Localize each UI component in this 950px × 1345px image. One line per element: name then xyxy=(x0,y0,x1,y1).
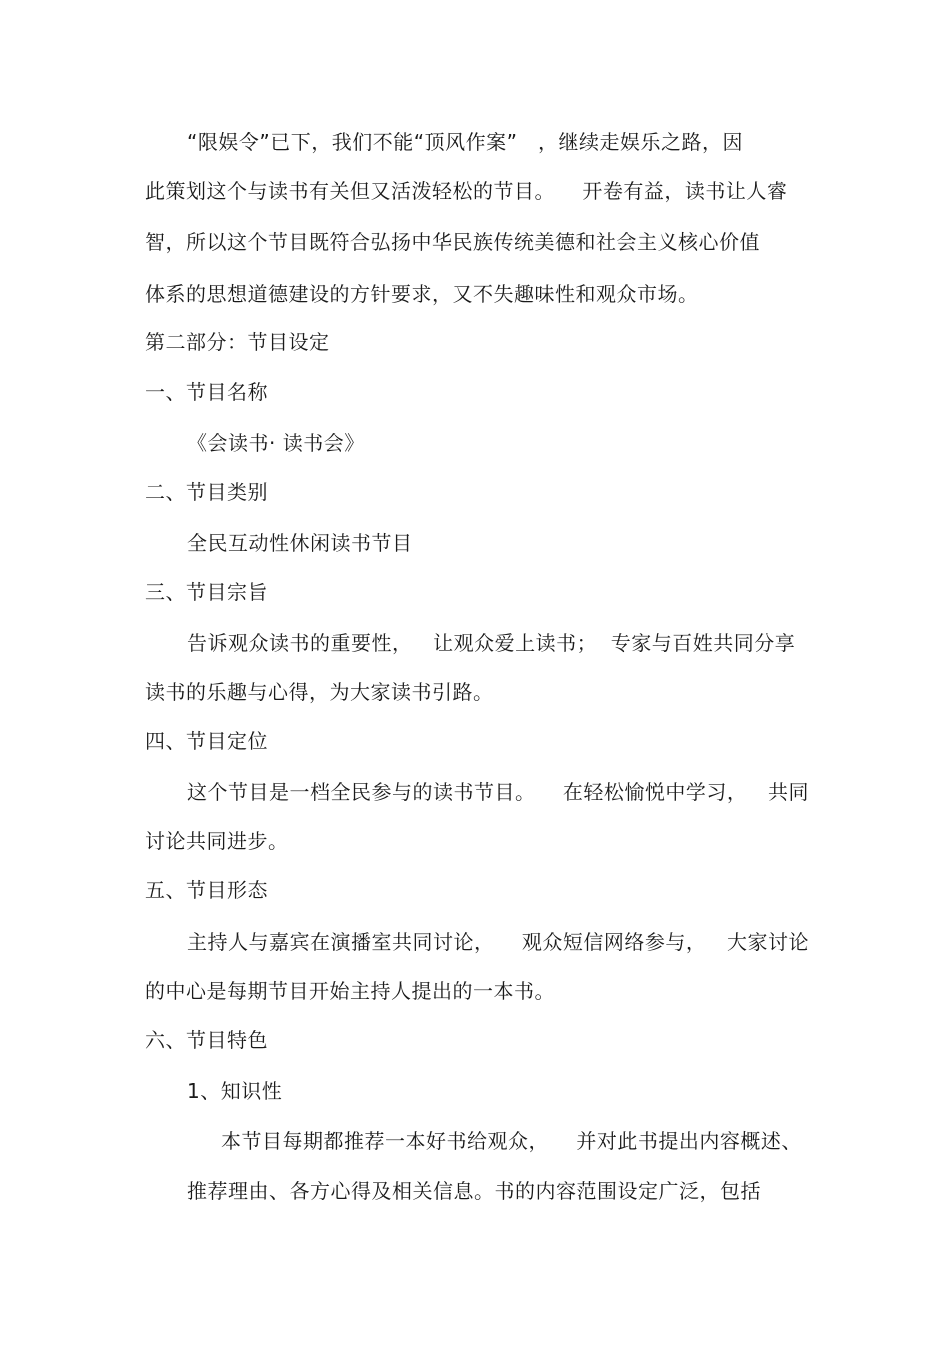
paragraph-line: “限娱令”已下，我们不能“顶风作案” ，继续走娱乐之路，因 xyxy=(187,130,744,154)
paragraph-line: 本节目每期都推荐一本好书给观众， 并对此书提出内容概述、 xyxy=(221,1129,802,1153)
paragraph-line: 推荐理由、各方心得及相关信息。书的内容范围设定广泛，包括 xyxy=(187,1179,761,1203)
program-name: 《会读书· 读书会》 xyxy=(187,431,365,455)
paragraph-line: 全民互动性休闲读书节目 xyxy=(187,531,413,555)
paragraph-line: 读书的乐趣与心得，为大家读书引路。 xyxy=(145,680,494,704)
subsection-heading: 一、节目名称 xyxy=(145,380,268,404)
list-item-heading: 1、知识性 xyxy=(187,1079,283,1103)
subsection-heading: 三、节目宗旨 xyxy=(145,580,268,604)
subsection-heading: 五、节目形态 xyxy=(145,878,268,902)
paragraph-line: 这个节目是一档全民参与的读书节目。 在轻松愉悦中学习， 共同 xyxy=(187,780,810,804)
subsection-heading: 四、节目定位 xyxy=(145,729,268,753)
paragraph-line: 智，所以这个节目既符合弘扬中华民族传统美德和社会主义核心价值 xyxy=(145,230,760,254)
subsection-heading: 二、节目类别 xyxy=(145,480,268,504)
paragraph-line: 此策划这个与读书有关但又活泼轻松的节目。 开卷有益，读书让人睿 xyxy=(145,179,788,203)
paragraph-line: 讨论共同进步。 xyxy=(145,829,289,853)
paragraph-line: 主持人与嘉宾在演播室共同讨论， 观众短信网络参与， 大家讨论 xyxy=(187,930,810,954)
paragraph-line: 告诉观众读书的重要性， 让观众爱上读书； 专家与百姓共同分享 xyxy=(187,631,796,655)
paragraph-line: 体系的思想道德建设的方针要求，又不失趣味性和观众市场。 xyxy=(145,282,699,306)
paragraph-line: 的中心是每期节目开始主持人提出的一本书。 xyxy=(145,979,555,1003)
subsection-heading: 六、节目特色 xyxy=(145,1028,268,1052)
section-heading: 第二部分：节目设定 xyxy=(145,330,330,354)
